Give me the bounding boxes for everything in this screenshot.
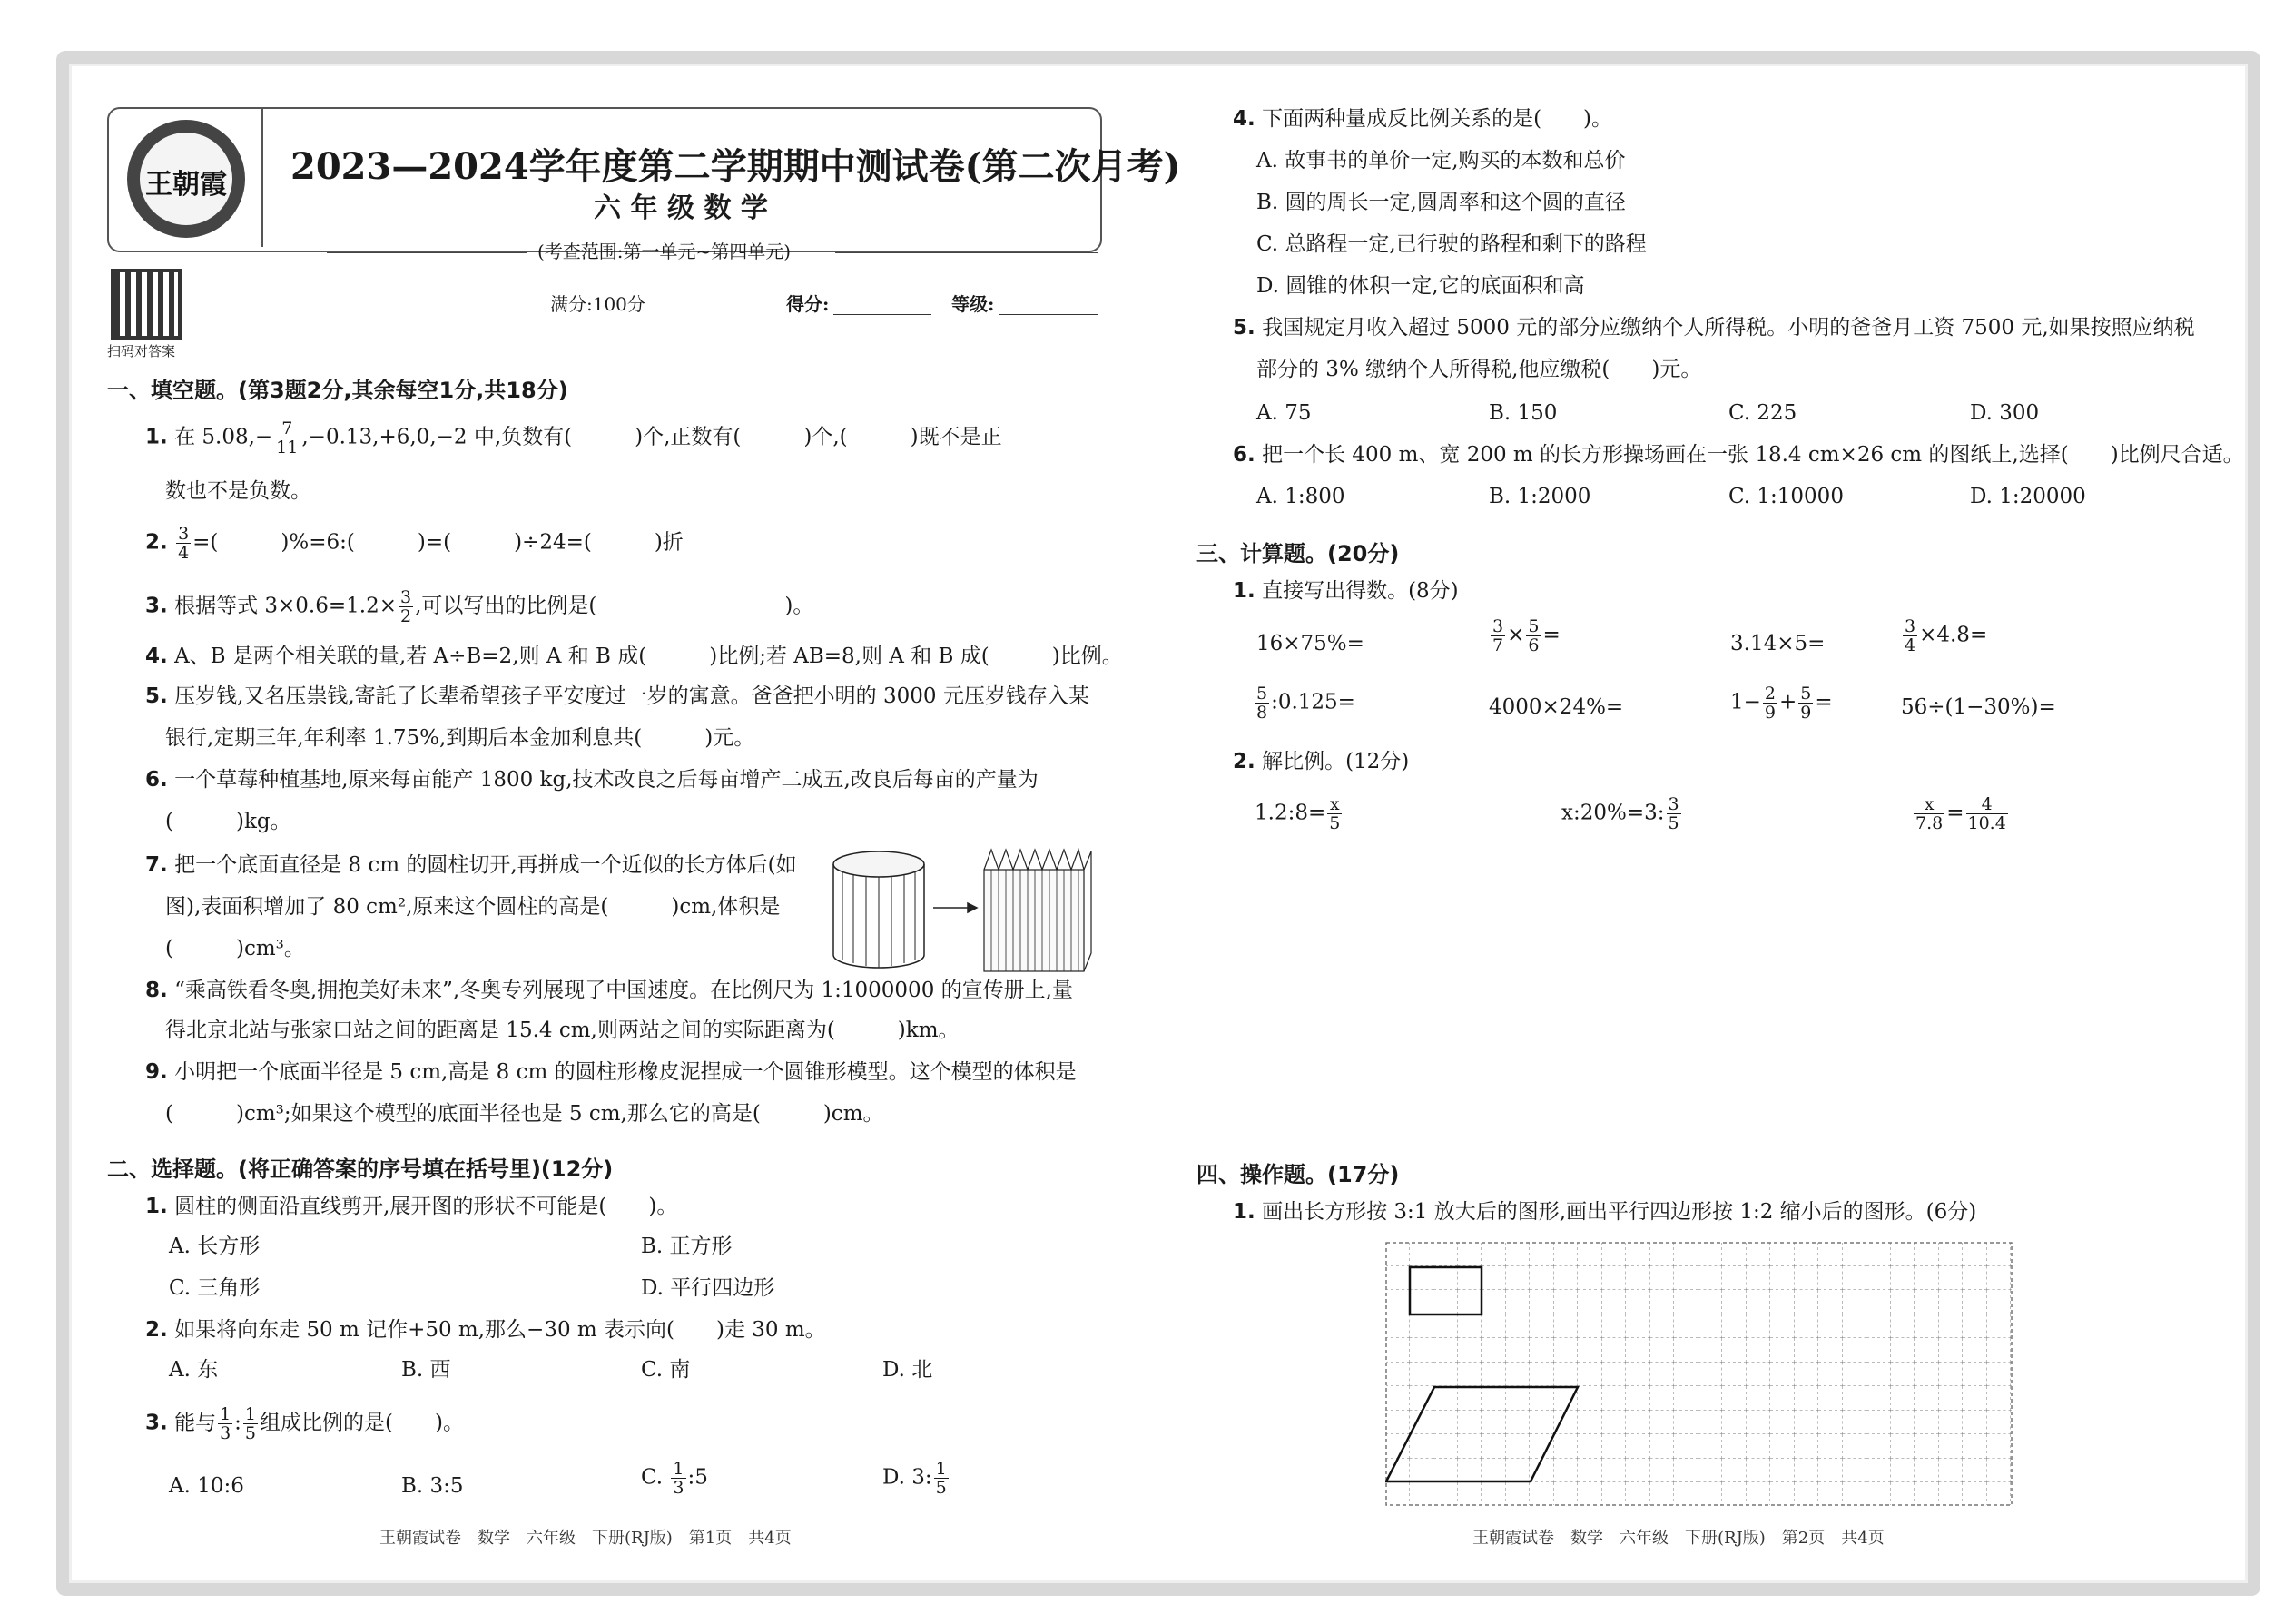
s1-q8-line1: 8. “乘高铁看冬奥,拥抱美好未来”,冬奥专列展现了中国速度。在比例尺为 1:1000000 的宣传册上,量 (145, 979, 1073, 1002)
s1-q8-line2: 得北京北站与张家口站之间的距离是 15.4 cm,则两站之间的实际距离为( )km。 (165, 1019, 960, 1042)
header-divider (261, 109, 263, 247)
fraction: $\frac{5}{8}$ (1256, 684, 1268, 723)
section3-heading: 三、计算题。(20分) (1196, 541, 1400, 566)
fraction: $\frac{3}{7}$ (1492, 616, 1504, 655)
cylinder-to-cuboid-figure (832, 844, 1095, 980)
logo-seal (127, 120, 245, 238)
s1-q2: 2. $\frac{3}{4}$ =( )%=6:( )=( )÷24=( )折 (145, 524, 684, 563)
calc-item: $\frac{3}{4}$ ×4.8= (1905, 616, 1988, 655)
section4-heading: 四、操作题。(17分) (1196, 1162, 1400, 1187)
option[interactable]: D. 300 (1970, 401, 2040, 425)
s1-q1-line2: 数也不是负数。 (165, 479, 311, 503)
fraction: $\frac{5}{9}$ (1800, 684, 1812, 723)
fraction: $\frac{x}{7.8}$ (1915, 794, 1944, 833)
logo-text: 王朝霞 (145, 169, 227, 201)
calc-item: 4000×24%= (1489, 695, 1624, 719)
s1-q7-line2: 图),表面积增加了 80 cm²,原来这个圆柱的高是( )cm,体积是 (165, 895, 781, 919)
s2-q1: 1. 圆柱的侧面沿直线剪开,展开图的形状不可能是( )。 (145, 1195, 678, 1218)
footer-left: 王朝霞试卷 数学 六年级 下册(RJ版) 第1页 共4页 (379, 1529, 792, 1548)
s1-q5-line2: 银行,定期三年,年利率 1.75%,到期后本金加利息共( )元。 (165, 726, 755, 750)
calc-item: 1− $\frac{2}{9}$ + $\frac{5}{9}$ = (1730, 684, 1833, 723)
fraction: $\frac{1}{5}$ (935, 1459, 947, 1498)
calc-item: $\frac{3}{7}$ × $\frac{5}{6}$ = (1492, 616, 1561, 655)
dot-grid-drawing-area[interactable] (1385, 1242, 2013, 1507)
score-field[interactable] (833, 314, 931, 315)
option[interactable]: D. 3: $\frac{1}{5}$ (882, 1459, 947, 1498)
s2-q2: 2. 如果将向东走 50 m 记作+50 m,那么−30 m 表示向( )走 30 m。 (145, 1318, 826, 1342)
proportion-item: 1.2:8= $\frac{x}{5}$ (1255, 794, 1341, 833)
fraction: $\frac{2}{9}$ (1764, 684, 1776, 723)
section2-heading: 二、选择题。(将正确答案的序号填在括号里)(12分) (107, 1156, 614, 1182)
option[interactable]: C. $\frac{1}{3}$ :5 (641, 1459, 708, 1498)
option[interactable]: A. 75 (1256, 401, 1312, 425)
s2-q4: 4. 下面两种量成反比例关系的是( )。 (1233, 107, 1613, 131)
scope-line-right (835, 252, 1098, 253)
footer-right: 王朝霞试卷 数学 六年级 下册(RJ版) 第2页 共4页 (1472, 1529, 1885, 1548)
option[interactable]: D. 1:20000 (1970, 485, 2086, 508)
fraction: $\frac{5}{6}$ (1528, 616, 1540, 655)
option[interactable]: A. 故事书的单价一定,购买的本数和总价 (1256, 149, 1626, 172)
option[interactable]: B. 1:2000 (1489, 485, 1591, 508)
fraction: $\frac{3}{5}$ (1668, 794, 1679, 833)
scope-line-left (327, 252, 527, 253)
s1-q5-line1: 5. 压岁钱,又名压祟钱,寄託了长辈希望孩子平安度过一岁的寓意。爸爸把小明的 3000 元压岁钱存入某 (145, 684, 1089, 708)
exam-title: 2023—2024学年度第二学期期中测试卷(第二次月考) (290, 145, 1181, 188)
section1-heading: 一、填空题。(第3题2分,其余每空1分,共18分) (107, 378, 568, 403)
s1-q1-line1: 1. 在 5.08,− $\frac{7}{11}$ ,−0.13,+6,0,−2 中,负数有( )个,正数有( )个,( )既不是正 (145, 418, 1002, 458)
fraction: $\frac{3}{4}$ (1905, 616, 1916, 655)
proportion-item: $\frac{x}{7.8}$ = $\frac{4}{10.4}$ (1915, 794, 2006, 833)
s1-q9-line2: ( )cm³;如果这个模型的底面半径也是 5 cm,那么它的高是( )cm。 (165, 1102, 884, 1126)
option[interactable]: C. 1:10000 (1728, 485, 1844, 508)
s4-q1: 1. 画出长方形按 3:1 放大后的图形,画出平行四边形按 1:2 缩小后的图形。(6分) (1233, 1200, 1977, 1224)
qr-code (111, 269, 182, 340)
s1-q7-line1: 7. 把一个底面直径是 8 cm 的圆柱切开,再拼成一个近似的长方体后(如 (145, 853, 797, 877)
fraction: $\frac{1}{3}$ (220, 1404, 231, 1443)
option[interactable]: A. 东 (169, 1358, 219, 1382)
calc-item: 16×75%= (1256, 632, 1364, 655)
s1-q6-line2: ( )kg。 (165, 810, 291, 833)
s1-q4: 4. A、B 是两个相关联的量,若 A÷B=2,则 A 和 B 成( )比例;若 AB=8,则 A 和 B 成( )比例。 (145, 645, 1123, 668)
option[interactable]: B. 3:5 (401, 1474, 464, 1498)
arrow-icon (933, 903, 977, 912)
fraction: $\frac{1}{3}$ (673, 1459, 684, 1498)
fraction: $\frac{4}{10.4}$ (1967, 794, 2006, 833)
s2-q3: 3. 能与 $\frac{1}{3}$ : $\frac{1}{5}$ 组成比例的是( )。 (145, 1404, 464, 1443)
cylinder-icon (833, 851, 924, 968)
score-label: 得分: (786, 293, 830, 315)
exam-scope: (考查范围:第一单元~第四单元) (537, 241, 792, 262)
proportion-item: x:20%=3: $\frac{3}{5}$ (1561, 794, 1679, 833)
option[interactable]: A. 长方形 (169, 1235, 261, 1258)
s3-q2: 2. 解比例。(12分) (1233, 750, 1410, 773)
option[interactable]: D. 平行四边形 (641, 1276, 775, 1300)
calc-item: $\frac{5}{8}$ :0.125= (1256, 684, 1355, 723)
grade-field[interactable] (999, 314, 1098, 315)
option[interactable]: C. 南 (641, 1358, 691, 1382)
calc-item: 3.14×5= (1730, 632, 1826, 655)
option[interactable]: B. 正方形 (641, 1235, 733, 1258)
s3-q1: 1. 直接写出得数。(8分) (1233, 579, 1459, 603)
fraction: $\frac{x}{5}$ (1329, 794, 1341, 833)
grade-label: 等级: (951, 293, 995, 315)
s1-q3: 3. 根据等式 3×0.6=1.2× $\frac{3}{2}$ ,可以写出的比例是( )。 (145, 587, 814, 626)
grid-paper (1386, 1243, 2012, 1505)
option[interactable]: C. 总路程一定,已行驶的路程和剩下的路程 (1256, 232, 1647, 256)
option[interactable]: D. 北 (882, 1358, 933, 1382)
option[interactable]: B. 圆的周长一定,圆周率和这个圆的直径 (1256, 191, 1626, 214)
option[interactable]: C. 225 (1728, 401, 1797, 425)
s2-q5-line1: 5. 我国规定月收入超过 5000 元的部分应缴纳个人所得税。小明的爸爸月工资 7500 元,如果按照应纳税 (1233, 316, 2195, 340)
s2-q6: 6. 把一个长 400 m、宽 200 m 的长方形操场画在一张 18.4 cm×26 cm 的图纸上,选择( )比例尺合适。 (1233, 443, 2244, 467)
s1-q6-line1: 6. 一个草莓种植基地,原来每亩能产 1800 kg,技术改良之后每亩增产二成五,改良后每亩的产量为 (145, 768, 1039, 792)
option[interactable]: B. 150 (1489, 401, 1558, 425)
option[interactable]: D. 圆锥的体积一定,它的底面积和高 (1256, 274, 1585, 298)
option[interactable]: B. 西 (401, 1358, 451, 1382)
fraction: $\frac{3}{2}$ (399, 587, 412, 626)
full-score: 满分:100分 (550, 293, 645, 315)
fraction: $\frac{3}{4}$ (178, 524, 190, 563)
option[interactable]: C. 三角形 (169, 1276, 261, 1300)
s1-q7-line3: ( )cm³。 (165, 937, 305, 960)
option[interactable]: A. 10:6 (169, 1474, 244, 1498)
qr-caption: 扫码对答案 (107, 343, 176, 359)
calc-item: 56÷(1−30%)= (1901, 695, 2056, 719)
fraction: $\frac{1}{5}$ (244, 1404, 256, 1443)
cuboid-icon (984, 850, 1091, 971)
fraction: $\frac{7}{11}$ (276, 418, 299, 458)
s2-q5-line2: 部分的 3% 缴纳个人所得税,他应缴税( )元。 (1256, 358, 1702, 381)
exam-subtitle: 六 年 级 数 学 (594, 192, 768, 224)
s1-q9-line1: 9. 小明把一个底面半径是 5 cm,高是 8 cm 的圆柱形橡皮泥捏成一个圆锥形模型。这个模型的体积是 (145, 1060, 1077, 1084)
option[interactable]: A. 1:800 (1256, 485, 1345, 508)
